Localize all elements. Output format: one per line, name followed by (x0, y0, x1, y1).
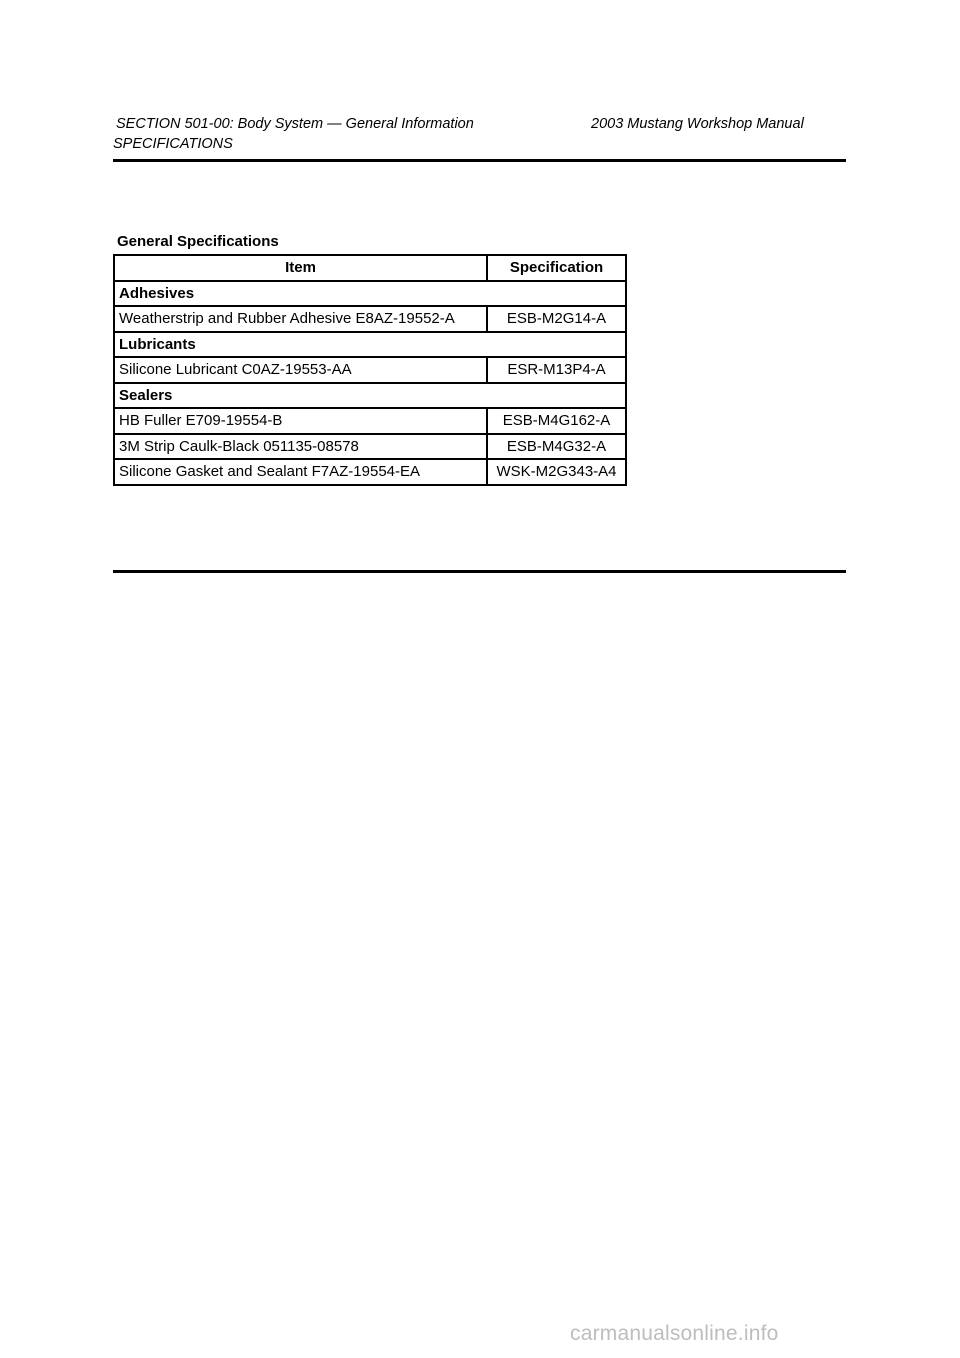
specification-cell: ESR-M13P4-A (487, 357, 626, 383)
table-row (114, 357, 626, 383)
section-title: SECTION 501-00: Body System — General Information (116, 116, 474, 132)
item-cell: 3M Strip Caulk-Black 051135-08578 (114, 434, 487, 460)
category-label: Adhesives (114, 281, 626, 307)
category-row (114, 332, 626, 358)
category-row (114, 281, 626, 307)
specification-cell: ESB-M2G14-A (487, 306, 626, 332)
item-cell: Silicone Gasket and Sealant F7AZ-19554-EA (114, 459, 487, 485)
column-header-item: Item (114, 255, 487, 281)
item-cell: Weatherstrip and Rubber Adhesive E8AZ-19552-A (114, 306, 487, 332)
column-header-specification: Specification (487, 255, 626, 281)
category-row (114, 383, 626, 409)
table-header-row (114, 255, 626, 281)
subsection-title: SPECIFICATIONS (113, 136, 233, 152)
table-row (114, 459, 626, 485)
header-rule (113, 159, 846, 162)
item-cell: HB Fuller E709-19554-B (114, 408, 487, 434)
category-label: Lubricants (114, 332, 626, 358)
category-label: Sealers (114, 383, 626, 409)
specification-cell: WSK-M2G343-A4 (487, 459, 626, 485)
manual-title: 2003 Mustang Workshop Manual (591, 116, 804, 132)
table-row (114, 408, 626, 434)
table-title: General Specifications (117, 233, 279, 250)
footer-rule (113, 570, 846, 573)
watermark: carmanualsonline.info (570, 1322, 779, 1345)
specification-cell: ESB-M4G162-A (487, 408, 626, 434)
specification-cell: ESB-M4G32-A (487, 434, 626, 460)
table-row (114, 306, 626, 332)
table-row (114, 434, 626, 460)
item-cell: Silicone Lubricant C0AZ-19553-AA (114, 357, 487, 383)
specifications-table (113, 254, 627, 486)
